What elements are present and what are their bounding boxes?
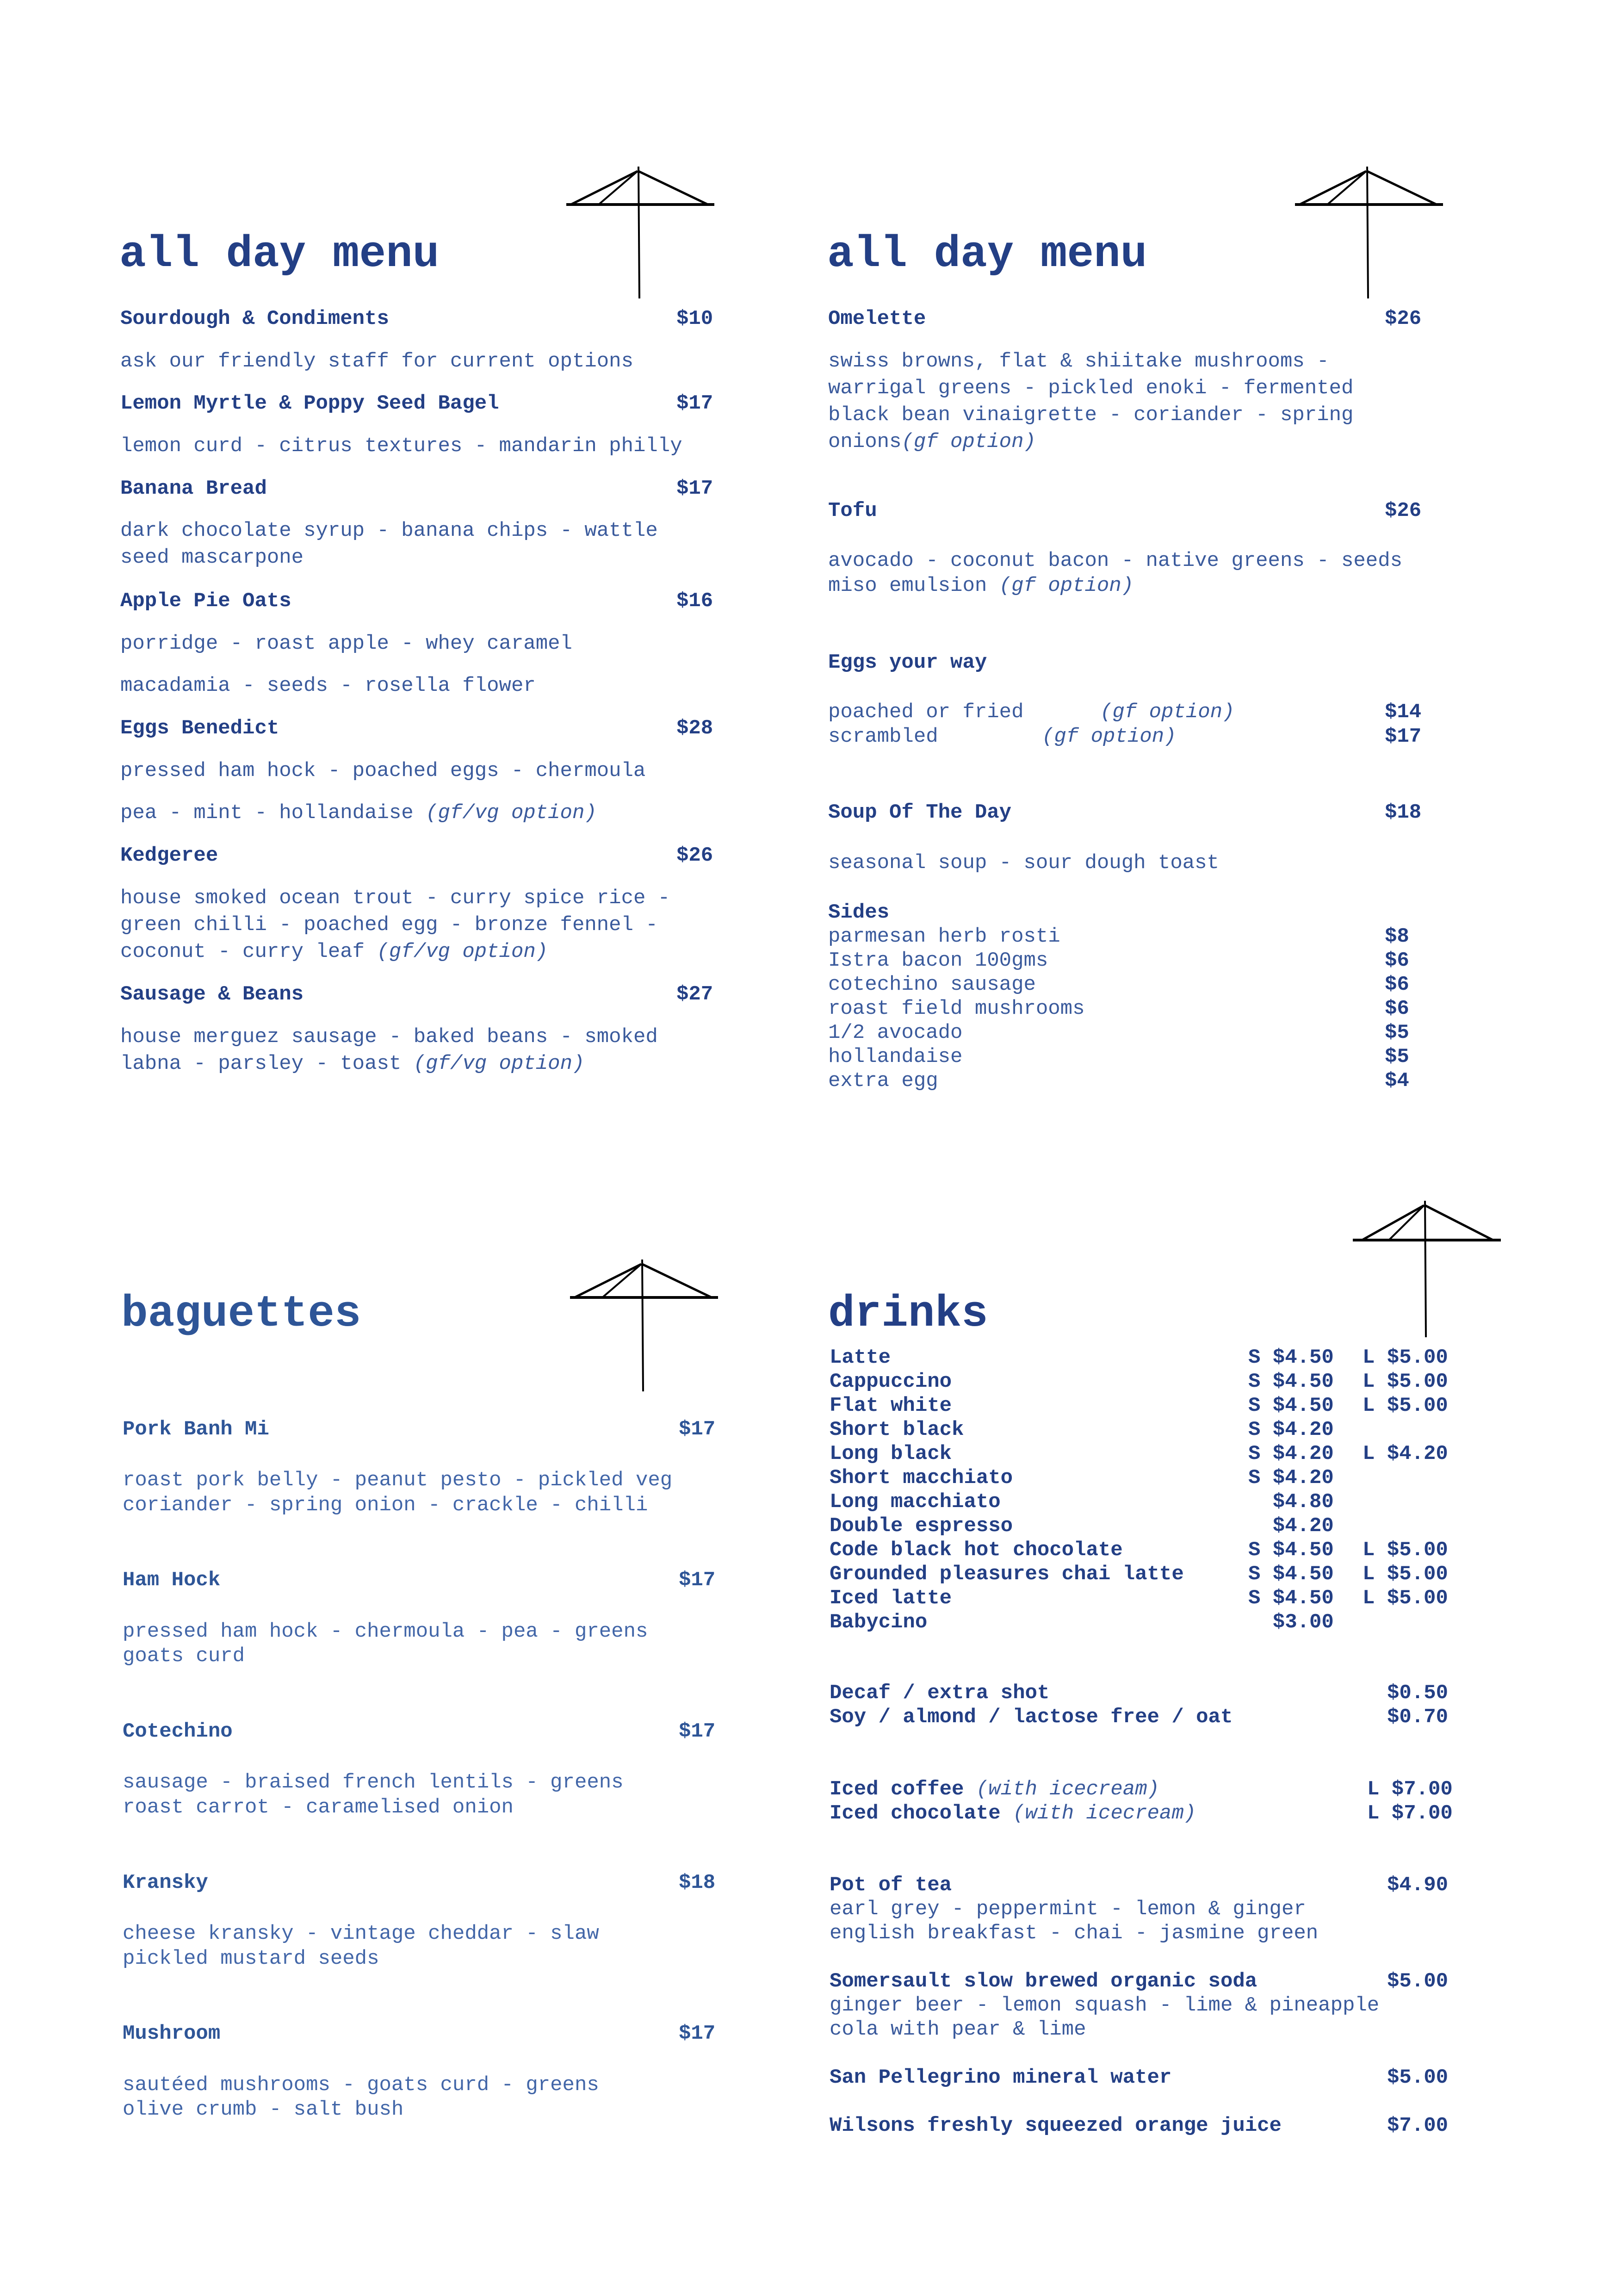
item-price: $17 xyxy=(679,1569,716,1592)
coffee-name: Code black hot chocolate xyxy=(830,1539,1123,1562)
extra-price: $0.70 xyxy=(1387,1706,1449,1729)
drink-note: (with icecream) xyxy=(976,1778,1159,1801)
dietary-note: (gf/vg option) xyxy=(377,940,548,963)
item-price: $16 xyxy=(676,590,713,613)
item-description: olive crumb - salt bush xyxy=(123,2098,404,2121)
item-price: $17 xyxy=(1385,725,1422,748)
item-description: porridge - roast apple - whey caramel xyxy=(120,632,572,655)
dietary-note: (gf option) xyxy=(901,430,1036,453)
side-price: $8 xyxy=(1385,925,1409,948)
side-item: cotechino sausage xyxy=(828,973,1036,996)
item-description: coconut - curry leaf (gf/vg option) xyxy=(120,940,548,963)
item-description: labna - parsley - toast (gf/vg option) xyxy=(120,1052,585,1075)
item-price: $18 xyxy=(679,1871,716,1894)
item-name: Tofu xyxy=(828,499,877,522)
item-name: Eggs Benedict xyxy=(120,717,279,740)
coffee-price-large: L $5.00 xyxy=(1363,1394,1448,1417)
item-description: macadamia - seeds - rosella flower xyxy=(120,674,536,697)
drink-description: ginger beer - lemon squash - lime & pineapple xyxy=(830,1994,1380,2017)
drink-name: Iced chocolate (with icecream) xyxy=(830,1802,1196,1825)
drink-description: cola with pear & lime xyxy=(830,2018,1086,2041)
section-title-all-day-menu: all day menu xyxy=(827,229,1147,279)
drink-price: $4.90 xyxy=(1387,1874,1449,1897)
item-price: $10 xyxy=(676,307,713,330)
drink-price: $5.00 xyxy=(1387,2066,1449,2089)
coffee-price-small: S $4.50 xyxy=(1248,1394,1334,1417)
item-price: $18 xyxy=(1385,801,1422,824)
dietary-note: (gf option) xyxy=(999,574,1134,597)
coffee-price-large: L $5.00 xyxy=(1363,1370,1448,1393)
coffee-name: Long black xyxy=(830,1442,952,1465)
extra-name: Decaf / extra shot xyxy=(830,1682,1050,1705)
item-name: Banana Bread xyxy=(120,477,267,500)
umbrella-icon xyxy=(1294,167,1447,301)
side-item: parmesan herb rosti xyxy=(828,925,1060,948)
item-description: sausage - braised french lentils - greens xyxy=(123,1771,624,1794)
section-title-baguettes: baguettes xyxy=(121,1289,361,1339)
drink-name: Wilsons freshly squeezed orange juice xyxy=(830,2114,1282,2137)
item-description: seed mascarpone xyxy=(120,546,304,569)
drink-note: (with icecream) xyxy=(1013,1802,1196,1825)
item-price: $17 xyxy=(679,1720,716,1743)
item-price: $17 xyxy=(676,477,713,500)
coffee-price-large: L $4.20 xyxy=(1363,1442,1448,1465)
item-description: black bean vinaigrette - coriander - spring xyxy=(828,403,1354,427)
item-description: warrigal greens - pickled enoki - fermented xyxy=(828,377,1354,400)
extra-name: Soy / almond / lactose free / oat xyxy=(830,1706,1233,1729)
coffee-price-small: S $4.50 xyxy=(1248,1346,1334,1369)
coffee-price-small: $4.80 xyxy=(1248,1490,1334,1514)
item-description: ask our friendly staff for current options xyxy=(120,350,633,373)
dietary-note: (gf/vg option) xyxy=(413,1052,585,1075)
item-price: $17 xyxy=(679,2022,716,2045)
drink-name: Iced coffee (with icecream) xyxy=(830,1778,1159,1801)
drink-name: San Pellegrino mineral water xyxy=(830,2066,1172,2089)
item-name: Eggs your way xyxy=(828,651,987,674)
item-description: cheese kransky - vintage cheddar - slaw xyxy=(123,1922,599,1945)
extra-price: $0.50 xyxy=(1387,1682,1449,1705)
drink-price: L $7.00 xyxy=(1367,1778,1453,1801)
dietary-note: (gf/vg option) xyxy=(426,801,597,825)
coffee-name: Cappuccino xyxy=(830,1370,952,1393)
drink-description: english breakfast - chai - jasmine green xyxy=(830,1922,1319,1945)
item-description: green chilli - poached egg - bronze fennel - xyxy=(120,913,658,937)
item-name: Soup Of The Day xyxy=(828,801,1012,824)
drink-price: L $7.00 xyxy=(1367,1802,1453,1825)
item-description: goats curd xyxy=(123,1644,245,1668)
item-name: Cotechino xyxy=(123,1720,233,1743)
drink-name: Pot of tea xyxy=(830,1874,952,1897)
item-description: seasonal soup - sour dough toast xyxy=(828,851,1219,875)
item-description: sautéed mushrooms - goats curd - greens xyxy=(123,2073,599,2097)
item-description: avocado - coconut bacon - native greens - seeds xyxy=(828,549,1403,572)
item-name: Ham Hock xyxy=(123,1569,221,1592)
coffee-name: Short black xyxy=(830,1418,964,1441)
side-price: $5 xyxy=(1385,1045,1409,1068)
coffee-name: Latte xyxy=(830,1346,891,1369)
coffee-price-large: L $5.00 xyxy=(1363,1563,1448,1586)
coffee-name: Long macchiato xyxy=(830,1490,1001,1514)
coffee-price-large: L $5.00 xyxy=(1363,1346,1448,1369)
coffee-name: Grounded pleasures chai latte xyxy=(830,1563,1184,1586)
coffee-price-small: S $4.50 xyxy=(1248,1539,1334,1562)
side-item: hollandaise xyxy=(828,1045,963,1068)
item-price: $14 xyxy=(1385,701,1422,724)
coffee-name: Short macchiato xyxy=(830,1466,1013,1489)
item-name: Pork Banh Mi xyxy=(123,1418,269,1441)
drink-name: Somersault slow brewed organic soda xyxy=(830,1970,1258,1993)
item-description: coriander - spring onion - crackle - chilli xyxy=(123,1494,648,1517)
item-name: Sausage & Beans xyxy=(120,983,304,1006)
coffee-price-small: S $4.50 xyxy=(1248,1587,1334,1610)
item-name: Kedgeree xyxy=(120,844,218,867)
coffee-price-small: $4.20 xyxy=(1248,1514,1334,1538)
coffee-price-small: S $4.50 xyxy=(1248,1563,1334,1586)
umbrella-icon xyxy=(565,167,718,301)
coffee-name: Double espresso xyxy=(830,1514,1013,1538)
side-price: $4 xyxy=(1385,1069,1409,1092)
coffee-price-small: S $4.50 xyxy=(1248,1370,1334,1393)
coffee-price-large: L $5.00 xyxy=(1363,1587,1448,1610)
item-price: $26 xyxy=(1385,499,1422,522)
coffee-price-small: S $4.20 xyxy=(1248,1466,1334,1489)
side-price: $5 xyxy=(1385,1021,1409,1044)
drink-price: $7.00 xyxy=(1387,2114,1449,2137)
item-description: swiss browns, flat & shiitake mushrooms - xyxy=(828,350,1329,373)
side-item: extra egg xyxy=(828,1069,938,1092)
item-name: Apple Pie Oats xyxy=(120,590,291,613)
side-item: roast field mushrooms xyxy=(828,997,1085,1020)
item-description: pickled mustard seeds xyxy=(123,1947,379,1970)
coffee-price-small: S $4.20 xyxy=(1248,1442,1334,1465)
side-price: $6 xyxy=(1385,949,1409,972)
item-description: house smoked ocean trout - curry spice rice - xyxy=(120,887,670,910)
egg-option: scrambled xyxy=(828,725,938,748)
item-description: pea - mint - hollandaise (gf/vg option) xyxy=(120,801,597,825)
item-price: $17 xyxy=(679,1418,716,1441)
dietary-note: (gf option) xyxy=(1042,725,1177,748)
item-name: Lemon Myrtle & Poppy Seed Bagel xyxy=(120,392,499,415)
item-name: Sourdough & Condiments xyxy=(120,307,389,330)
item-description: house merguez sausage - baked beans - smoked xyxy=(120,1025,658,1049)
item-description: onions(gf option) xyxy=(828,430,1036,453)
coffee-price-large: L $5.00 xyxy=(1363,1539,1448,1562)
item-description: dark chocolate syrup - banana chips - wattle xyxy=(120,519,658,542)
coffee-name: Babycino xyxy=(830,1611,928,1634)
item-description: pressed ham hock - chermoula - pea - greens xyxy=(123,1620,648,1643)
drink-price: $5.00 xyxy=(1387,1970,1449,1993)
sides-heading: Sides xyxy=(828,901,890,924)
item-description: pressed ham hock - poached eggs - chermoula xyxy=(120,759,646,782)
drink-description: earl grey - peppermint - lemon & ginger xyxy=(830,1898,1306,1921)
coffee-price-small: $3.00 xyxy=(1248,1611,1334,1634)
umbrella-icon xyxy=(569,1260,722,1394)
section-title-all-day-menu: all day menu xyxy=(119,229,440,279)
coffee-name: Flat white xyxy=(830,1394,952,1417)
item-description: miso emulsion (gf option) xyxy=(828,574,1134,597)
side-price: $6 xyxy=(1385,973,1409,996)
item-price: $27 xyxy=(676,983,713,1006)
coffee-price-small: S $4.20 xyxy=(1248,1418,1334,1441)
item-price: $26 xyxy=(1385,307,1422,330)
item-name: Omelette xyxy=(828,307,926,330)
side-item: Istra bacon 100gms xyxy=(828,949,1048,972)
item-price: $28 xyxy=(676,717,713,740)
side-price: $6 xyxy=(1385,997,1409,1020)
side-item: 1/2 avocado xyxy=(828,1021,963,1044)
item-description: lemon curd - citrus textures - mandarin philly xyxy=(120,434,682,458)
dietary-note: (gf option) xyxy=(1100,701,1235,724)
egg-option: poached or fried xyxy=(828,701,1024,724)
umbrella-icon xyxy=(1352,1201,1505,1340)
item-description: roast pork belly - peanut pesto - pickled veg xyxy=(123,1469,673,1492)
item-price: $17 xyxy=(676,392,713,415)
item-name: Kransky xyxy=(123,1871,208,1894)
section-title-drinks: drinks xyxy=(828,1289,988,1339)
item-price: $26 xyxy=(676,844,713,867)
item-description: roast carrot - caramelised onion xyxy=(123,1796,514,1819)
coffee-name: Iced latte xyxy=(830,1587,952,1610)
item-name: Mushroom xyxy=(123,2022,221,2045)
